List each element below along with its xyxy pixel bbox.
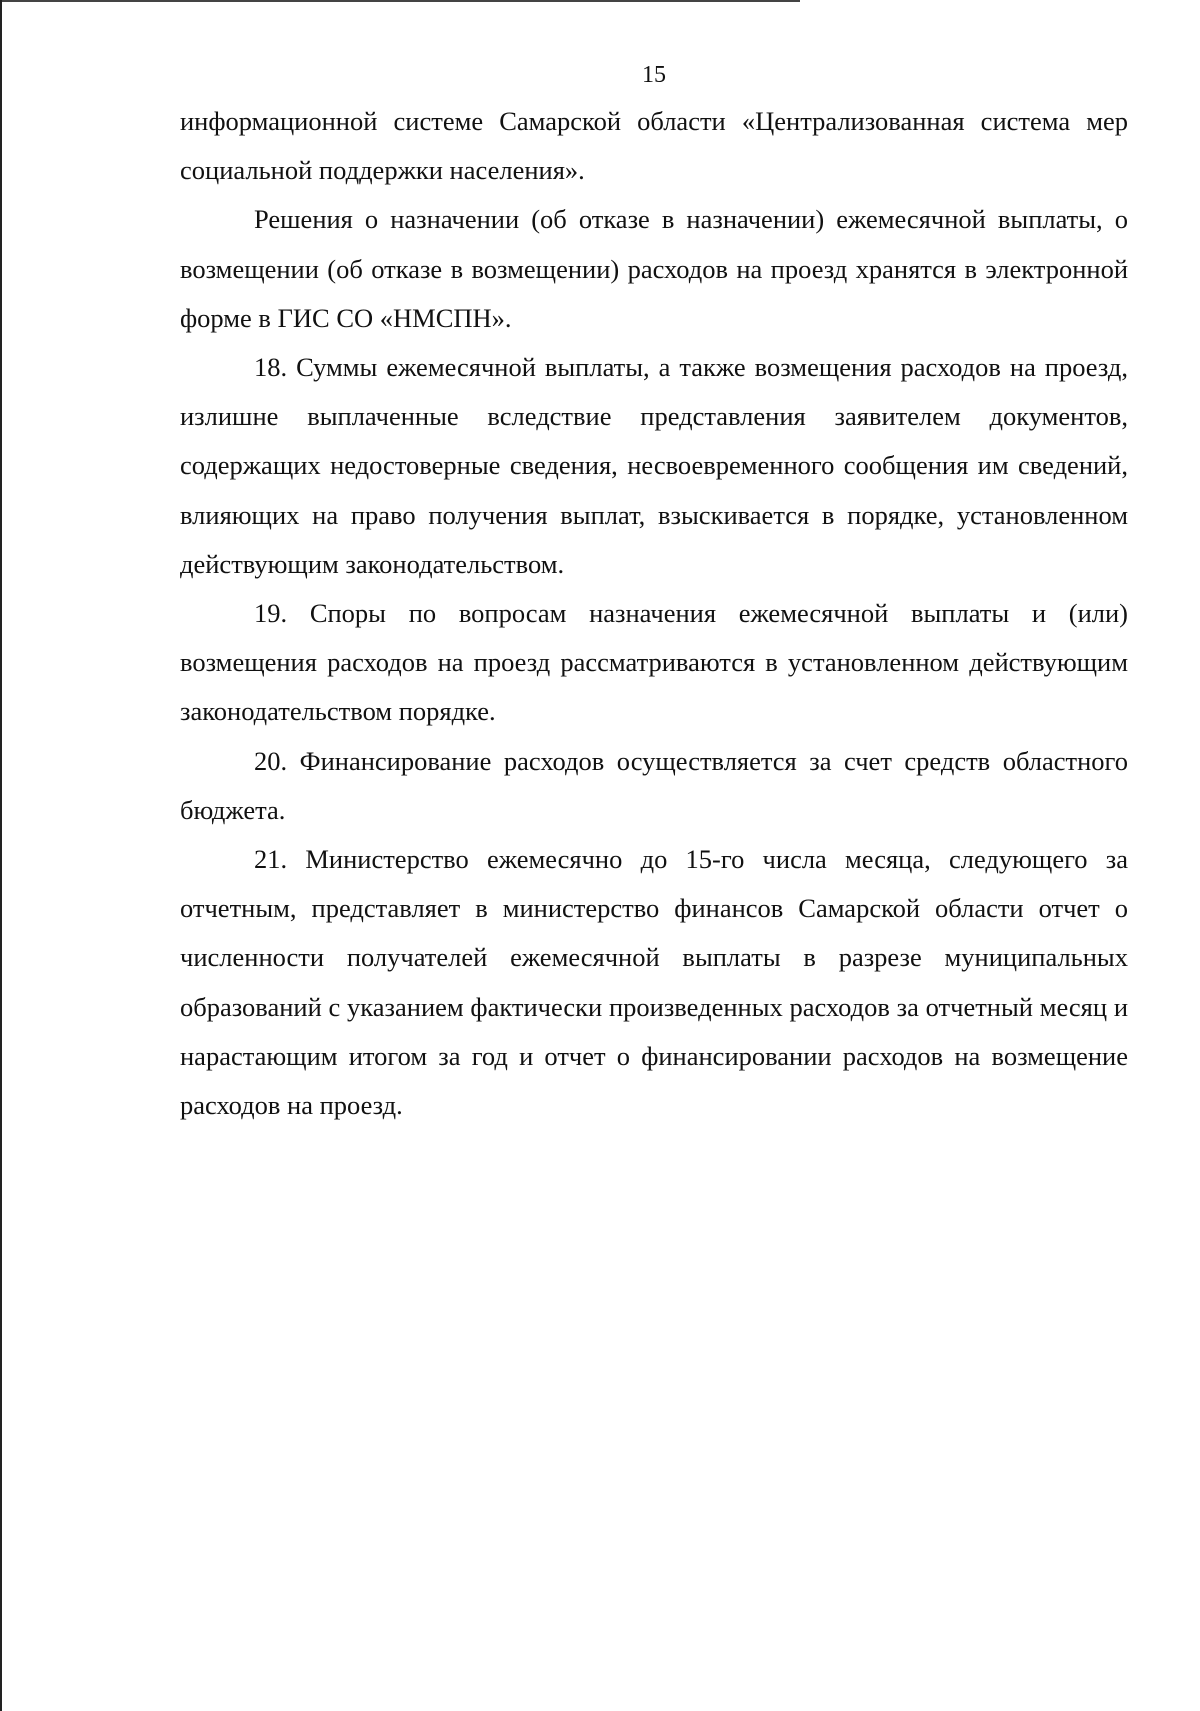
paragraph-18: 18. Суммы ежемесячной выплаты, а также возмещения расходов на проезд, излишне выплаченные вследствие представления заявителем документов, содержащих недостоверные сведения, несвоевременного сообщения им сведений, влияющих на право получения выплат, взыскивается в порядке, установленном действующим законодательством. <box>180 352 1128 579</box>
document-body <box>180 97 1128 1130</box>
paragraph-decisions-storage: Решения о назначении (об отказе в назначении) ежемесячной выплаты, о возмещении (об отказе в возмещении) расходов на проезд хранятся в электронной форме в ГИС СО «НМСПН». <box>180 204 1128 333</box>
scan-edge-top <box>0 0 800 2</box>
scan-edge-left <box>0 0 2 1711</box>
page-number: 15 <box>642 62 666 88</box>
paragraph-20: 20. Финансирование расходов осуществляется за счет средств областного бюджета. <box>180 745 1128 825</box>
paragraph-continuation: информационной системе Самарской области «Централизованная система мер социальной поддержки населения». <box>180 106 1128 186</box>
paragraph-19: 19. Споры по вопросам назначения ежемесячной выплаты и (или) возмещения расходов на проезд рассматриваются в установленном действующим законодательством порядке. <box>180 598 1128 727</box>
paragraph-21: 21. Министерство ежемесячно до 15-го числа месяца, следующего за отчетным, представляет в министерство финансов Самарской области отчет о численности получателей ежемесячной выплаты в разрезе муниципальных образований с указанием фактически произведенных расходов за отчетный месяц и нарастающим итогом за год и отчет о финансировании расходов на возмещение расходов на проезд. <box>180 844 1128 1121</box>
